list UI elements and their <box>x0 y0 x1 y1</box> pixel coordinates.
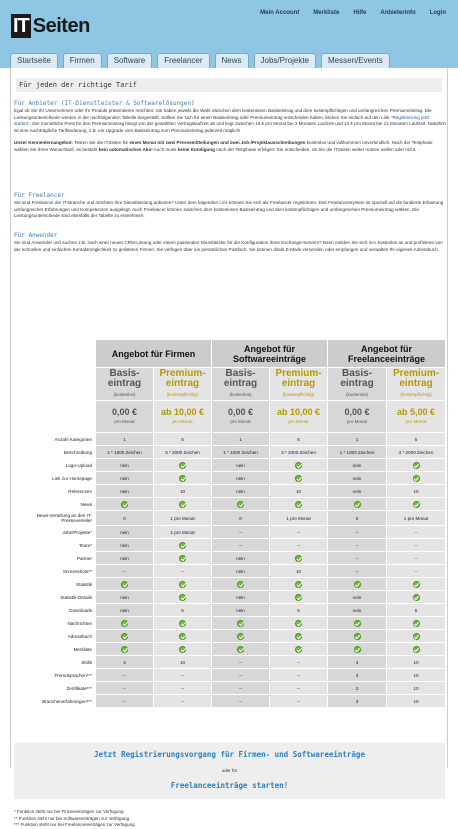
check-icon <box>354 620 361 627</box>
section-heading: Für Anwender <box>14 232 58 239</box>
feature-cell <box>96 617 154 630</box>
feature-label: Fremdsprachen*** <box>15 669 96 682</box>
check-icon <box>237 633 244 640</box>
feature-cell: 10 <box>154 485 212 498</box>
section-anwender <box>14 232 446 253</box>
footnote: ** Funktion steht nur bei Softwareeinträgen zur Verfügung <box>14 815 130 821</box>
table-row <box>15 630 446 643</box>
feature-cell: 10 <box>387 669 446 682</box>
feature-cell: nein <box>328 604 387 617</box>
feature-cell: 3 * 2000 Zeichen <box>270 446 328 459</box>
check-icon <box>413 501 420 508</box>
price-basis: 0,00 € pro Monat <box>328 401 387 433</box>
feature-cell: nein <box>96 472 154 485</box>
check-icon <box>295 646 302 653</box>
registration-cta <box>14 743 445 799</box>
package-premium: Premium-eintrag (kostenpflichtig) <box>154 368 212 401</box>
feature-cell: -- <box>270 669 328 682</box>
table-row <box>15 472 446 485</box>
feature-cell: nein <box>328 459 387 472</box>
feature-cell: -- <box>328 539 387 552</box>
feature-cell <box>387 578 446 591</box>
feature-cell: -- <box>212 682 270 695</box>
feature-cell: -- <box>154 669 212 682</box>
package-basis: Basis-eintrag (kostenlos) <box>96 368 154 401</box>
feature-cell <box>270 498 328 511</box>
table-row <box>15 539 446 552</box>
check-icon <box>179 620 186 627</box>
feature-cell: nein <box>212 604 270 617</box>
check-icon <box>179 594 186 601</box>
check-icon <box>295 581 302 588</box>
feature-cell: -- <box>387 526 446 539</box>
feature-cell: -- <box>154 682 212 695</box>
site-header <box>0 0 458 68</box>
feature-cell: 1 pro Monat <box>387 511 446 526</box>
registration-link[interactable]: "Registrierung jetzt starten" <box>14 114 430 126</box>
price-basis: 0,00 € pro Monat <box>212 401 270 433</box>
check-icon <box>179 633 186 640</box>
empty-cell <box>15 368 96 401</box>
top-navigation <box>260 10 446 16</box>
tab-news[interactable]: News <box>215 53 249 68</box>
feature-cell: 3 <box>96 656 154 669</box>
feature-cell: nein <box>328 591 387 604</box>
feature-label: Statistik <box>15 578 96 591</box>
feature-cell: 10 <box>387 485 446 498</box>
table-row <box>15 669 446 682</box>
table-row <box>15 552 446 565</box>
feature-cell: nein <box>96 459 154 472</box>
feature-cell: 10 <box>270 485 328 498</box>
empty-cell <box>15 401 96 433</box>
check-icon <box>354 646 361 653</box>
feature-cell: -- <box>154 565 212 578</box>
feature-cell <box>154 552 212 565</box>
check-icon <box>179 501 186 508</box>
check-icon <box>237 581 244 588</box>
check-icon <box>413 475 420 482</box>
feature-cell: 1 pro Monat <box>154 511 212 526</box>
feature-cell: nein <box>212 565 270 578</box>
feature-cell: nein <box>212 472 270 485</box>
feature-cell: nein <box>96 591 154 604</box>
logo-text: Seiten <box>32 14 90 37</box>
feature-cell: -- <box>212 669 270 682</box>
feature-cell: -- <box>270 526 328 539</box>
feature-cell <box>328 578 387 591</box>
feature-label: Link zur Homepage <box>15 472 96 485</box>
feature-cell <box>387 591 446 604</box>
feature-cell <box>212 578 270 591</box>
feature-cell <box>387 617 446 630</box>
feature-cell <box>96 578 154 591</box>
feature-cell: -- <box>387 565 446 578</box>
feature-cell <box>154 498 212 511</box>
feature-cell: nein <box>96 552 154 565</box>
main-tabs <box>10 53 390 68</box>
nav-login[interactable]: Login <box>429 10 446 16</box>
feature-cell <box>270 617 328 630</box>
table-row <box>15 682 446 695</box>
feature-cell: 3 <box>328 669 387 682</box>
feature-cell: -- <box>387 539 446 552</box>
feature-cell: 1 <box>96 433 154 446</box>
feature-cell: -- <box>212 656 270 669</box>
feature-cell: -- <box>328 526 387 539</box>
offer-text: Unser Kennenlernangebot: Testen Sie die ITSeiten für einen Monat mit zwei Pressemitteilungen und zwei Job-/Projektausschreibungen kostenlos und vollkommen unverbindlich. Nach der Testphase wählen Sie Ihren Wunschtarif, es besteht kein automatisches Abo! Auch muss keine Kündigung nach der Testphase erfolgen: Sie entscheiden, ob Sie die ITSeiten weiter nutzen wollen oder nicht. <box>14 140 433 152</box>
feature-cell: 5 <box>387 433 446 446</box>
section-text: Sie sind Freelancer der IT-Branche und möchten Ihre Dienstleistung anbieten? Unter dem folgenden Link können Sie sich als Freelancer registrieren. Das Freelancersystem ist speziell auf die fundierte Erfassung umfangreicher Erfahrungen und Kompetenzen ausgelegt. Auch Freelancer können zwischen dem kostenlosen Basiseintrag und dem kostenpflichtigen und umfangreichen Premiumeintrag wählen. Die Leistungsunterschiede sind ebenfalls der Tabelle zu entnehmen. <box>14 200 444 218</box>
feature-cell <box>96 498 154 511</box>
group-header-freelancer: Angebot für Freelanceeinträge <box>328 340 446 368</box>
feature-cell: -- <box>96 565 154 578</box>
check-icon <box>295 462 302 469</box>
feature-label: News-Verteilung an den IT-Presseverteiler <box>15 511 96 526</box>
check-icon <box>295 475 302 482</box>
group-header-firmen: Angebot für Firmen <box>96 340 212 368</box>
feature-cell: 3 <box>328 682 387 695</box>
table-row <box>15 656 446 669</box>
check-icon <box>354 501 361 508</box>
feature-cell <box>96 643 154 656</box>
feature-cell <box>212 630 270 643</box>
check-icon <box>295 620 302 627</box>
feature-label: Screenshots** <box>15 565 96 578</box>
check-icon <box>121 633 128 640</box>
feature-cell <box>387 643 446 656</box>
table-row <box>15 446 446 459</box>
check-icon <box>237 646 244 653</box>
feature-cell: nein <box>96 526 154 539</box>
nav-mein-account[interactable]: Mein Account <box>260 10 300 16</box>
feature-cell <box>387 498 446 511</box>
feature-cell <box>387 459 446 472</box>
feature-cell: nein <box>328 485 387 498</box>
feature-label: Nachrichten <box>15 617 96 630</box>
check-icon <box>179 542 186 549</box>
table-row <box>15 511 446 526</box>
feature-cell: nein <box>328 472 387 485</box>
feature-label: News <box>15 498 96 511</box>
feature-cell: nein <box>212 552 270 565</box>
feature-cell <box>387 630 446 643</box>
feature-cell: nein <box>212 485 270 498</box>
price-premium: ab 5,00 € pro Monat <box>387 401 446 433</box>
feature-cell: -- <box>387 552 446 565</box>
check-icon <box>121 646 128 653</box>
feature-label: Adressbuch <box>15 630 96 643</box>
section-text: Sie sind Anwender und suchen z.B. nach einer neuen CRM-Lösung oder einem passenden Dienstleister für die Konfiguration Ihres Exchange-Servers? Dann melden Sie sich hier kostenlos an und profitieren von der schnellen und einfachen Kontaktmöglichkeit zu gelisteten Firmen. Sie verfügen über ein persönliches Postfach, Sie können direkt E-Mails versenden oder empfangen und verwalten Ihr eigenes Adressbuch. <box>14 240 443 252</box>
feature-cell: 0 <box>328 511 387 526</box>
feature-cell: -- <box>328 552 387 565</box>
check-icon <box>237 620 244 627</box>
site-logo[interactable] <box>11 14 90 38</box>
feature-cell <box>328 617 387 630</box>
feature-cell <box>154 617 212 630</box>
feature-cell <box>154 643 212 656</box>
feature-cell <box>270 459 328 472</box>
table-row <box>15 433 446 446</box>
section-text: Egal ob Sie Ihr Unternehmen oder Ihr Produkt präsentieren möchten: Sie haben jeweils die Wahl zwischen dem kostenlosen Basiseintrag und dem kostenpflichtigen und umfangreichen Premiumeintrag. Die Leistungsunterschiede werden in der nachfolgenden Tabelle dargestellt. Sollten Sie sich für einen Basiseintrag oder Premiumeintrag entscheiden haben, klicken Sie einfach auf den Link "Registrierung jetzt starten". Der monatliche Preis für den Premiumeintrag hängt von der gewählten Vertragslaufzeit ab und liegt zwischen 15 € pro Monat bei 3 Monaten Laufzeit und 10 € pro Monat bei 12 Monaten Laufzeit. Natürlich ist eine nachträgliche Tarifänderung, z.B. ein Upgrade vom Basiseintrag zum Premiumeintrag jederzeit möglich! <box>14 108 446 133</box>
feature-cell <box>270 630 328 643</box>
feature-cell: nein <box>96 539 154 552</box>
feature-cell: 10 <box>154 656 212 669</box>
section-freelancer <box>14 192 446 220</box>
price-premium: ab 10,00 € pro Monat <box>154 401 212 433</box>
feature-cell: nein <box>96 485 154 498</box>
feature-cell <box>154 578 212 591</box>
feature-cell: nein <box>212 459 270 472</box>
feature-cell <box>328 643 387 656</box>
table-row <box>15 565 446 578</box>
cta-or-text: oder für <box>221 768 238 773</box>
feature-cell <box>154 630 212 643</box>
feature-label: Branchenerfahrungen*** <box>15 695 96 708</box>
feature-cell: 10 <box>270 565 328 578</box>
tab-firmen[interactable]: Firmen <box>63 53 102 68</box>
page-title: Für jeden der richtige Tarif <box>16 78 442 92</box>
feature-cell: 3 * 2000 Zeichen <box>154 446 212 459</box>
check-icon <box>179 646 186 653</box>
tab-messen-events[interactable]: Messen/Events <box>321 53 390 68</box>
feature-cell <box>154 459 212 472</box>
cta-freelancer-link[interactable]: Freelanceeinträge starten! <box>170 781 289 790</box>
footnote: * Funktion steht nur bei Firmeneinträgen zur Verfügung <box>14 809 124 814</box>
check-icon <box>121 501 128 508</box>
feature-cell: 1 pro Monat <box>154 526 212 539</box>
check-icon <box>295 594 302 601</box>
logo-mark: IT <box>13 15 29 37</box>
tab-freelancer[interactable]: Freelancer <box>157 53 209 68</box>
check-icon <box>121 620 128 627</box>
feature-cell: 5 <box>270 604 328 617</box>
feature-cell: 10 <box>387 682 446 695</box>
anwender-link[interactable]: hier <box>368 240 377 245</box>
feature-cell: 5 <box>154 433 212 446</box>
check-icon <box>413 594 420 601</box>
feature-label: Skills <box>15 656 96 669</box>
check-icon <box>179 462 186 469</box>
check-icon <box>237 501 244 508</box>
feature-cell <box>154 472 212 485</box>
freelancer-link[interactable]: Link <box>219 200 228 205</box>
tab-software[interactable]: Software <box>107 53 153 68</box>
feature-cell: 1 * 1000 Zeichen <box>328 446 387 459</box>
nav-merkliste[interactable]: Merkliste <box>313 10 340 16</box>
feature-cell: -- <box>270 656 328 669</box>
feature-label: Logo-Upload <box>15 459 96 472</box>
check-icon <box>179 581 186 588</box>
table-row <box>15 604 446 617</box>
feature-cell <box>154 591 212 604</box>
check-icon <box>413 462 420 469</box>
feature-cell: -- <box>96 669 154 682</box>
feature-cell: 1 * 1000 Zeichen <box>96 446 154 459</box>
feature-cell: 3 <box>328 656 387 669</box>
check-icon <box>354 633 361 640</box>
feature-cell: 3 * 2000 Zeichen <box>387 446 446 459</box>
table-row <box>15 578 446 591</box>
check-icon <box>121 581 128 588</box>
feature-cell: -- <box>270 682 328 695</box>
feature-cell: 1 <box>212 433 270 446</box>
feature-label: Downloads <box>15 604 96 617</box>
feature-cell <box>270 472 328 485</box>
feature-cell: -- <box>212 539 270 552</box>
table-row <box>15 485 446 498</box>
feature-cell: 10 <box>387 695 446 708</box>
package-premium: Premium-eintrag (kostenpflichtig) <box>270 368 328 401</box>
table-row <box>15 498 446 511</box>
feature-cell: 5 <box>270 433 328 446</box>
feature-label: Zertifikate*** <box>15 682 96 695</box>
feature-cell <box>212 617 270 630</box>
package-basis: Basis-eintrag (kostenlos) <box>212 368 270 401</box>
check-icon <box>413 581 420 588</box>
feature-cell: nein <box>96 604 154 617</box>
feature-cell: -- <box>154 695 212 708</box>
feature-cell: 10 <box>387 656 446 669</box>
check-icon <box>179 555 186 562</box>
feature-cell <box>328 498 387 511</box>
table-row <box>15 695 446 708</box>
table-row <box>15 526 446 539</box>
table-row <box>15 591 446 604</box>
check-icon <box>413 620 420 627</box>
check-icon <box>295 501 302 508</box>
group-header-software: Angebot für Softwareeinträge <box>212 340 328 368</box>
price-premium: ab 10,00 € pro Monat <box>270 401 328 433</box>
footnote: *** Funktion steht nur bei Freelancereinträgen zur Verfügung <box>14 822 135 827</box>
feature-cell: 0 <box>212 511 270 526</box>
feature-cell <box>154 539 212 552</box>
feature-cell: -- <box>328 565 387 578</box>
check-icon <box>354 581 361 588</box>
feature-cell: 3 <box>328 695 387 708</box>
check-icon <box>413 633 420 640</box>
package-premium: Premium-eintrag (kostenpflichtig) <box>387 368 446 401</box>
feature-cell <box>212 498 270 511</box>
feature-cell <box>387 472 446 485</box>
feature-cell: 0 <box>96 511 154 526</box>
feature-cell: -- <box>270 695 328 708</box>
feature-cell: 1 pro Monat <box>270 511 328 526</box>
feature-label: Beschreibung <box>15 446 96 459</box>
feature-label: Statistik-Details <box>15 591 96 604</box>
tab-jobs-projekte[interactable]: Jobs/Projekte <box>254 53 316 68</box>
feature-cell <box>270 552 328 565</box>
feature-cell <box>270 643 328 656</box>
feature-cell: 1 * 1000 Zeichen <box>212 446 270 459</box>
feature-cell: -- <box>270 539 328 552</box>
feature-cell <box>270 591 328 604</box>
feature-cell: -- <box>212 526 270 539</box>
feature-label: Partner <box>15 552 96 565</box>
table-row <box>15 459 446 472</box>
feature-cell: 1 <box>328 433 387 446</box>
footnotes <box>14 809 445 829</box>
check-icon <box>295 633 302 640</box>
feature-label: Anzahl Kategorien <box>15 433 96 446</box>
feature-label: Referenzen <box>15 485 96 498</box>
feature-cell <box>328 630 387 643</box>
cta-firmen-software-link[interactable]: Jetzt Registrierungsvorgang für Firmen- und Softwareeinträge <box>94 750 365 759</box>
section-heading: Für Anbieter (IT-Dienstleister & Softwarelösungen) <box>14 100 195 107</box>
main-content <box>10 68 448 827</box>
nav-hilfe[interactable]: Hilfe <box>353 10 367 16</box>
feature-cell <box>270 578 328 591</box>
feature-cell: -- <box>212 695 270 708</box>
feature-label: Team* <box>15 539 96 552</box>
table-row <box>15 643 446 656</box>
feature-label: Jobs/Projekte* <box>15 526 96 539</box>
pricing-table <box>14 339 446 708</box>
feature-cell: 5 <box>387 604 446 617</box>
check-icon <box>295 555 302 562</box>
price-basis: 0,00 € pro Monat <box>96 401 154 433</box>
feature-cell: 5 <box>154 604 212 617</box>
nav-anbieterinfo[interactable]: Anbieterinfo <box>380 10 416 16</box>
feature-cell: -- <box>96 682 154 695</box>
feature-label: Merkliste <box>15 643 96 656</box>
feature-cell <box>212 643 270 656</box>
check-icon <box>413 646 420 653</box>
tab-startseite[interactable]: Startseite <box>10 53 58 68</box>
section-anbieter <box>14 100 446 153</box>
feature-cell: nein <box>212 591 270 604</box>
feature-cell <box>96 630 154 643</box>
check-icon <box>179 475 186 482</box>
feature-cell: -- <box>96 695 154 708</box>
package-basis: Basis-eintrag (kostenlos) <box>328 368 387 401</box>
empty-cell <box>15 340 96 368</box>
table-row <box>15 617 446 630</box>
section-heading: Für Freelancer <box>14 192 65 199</box>
